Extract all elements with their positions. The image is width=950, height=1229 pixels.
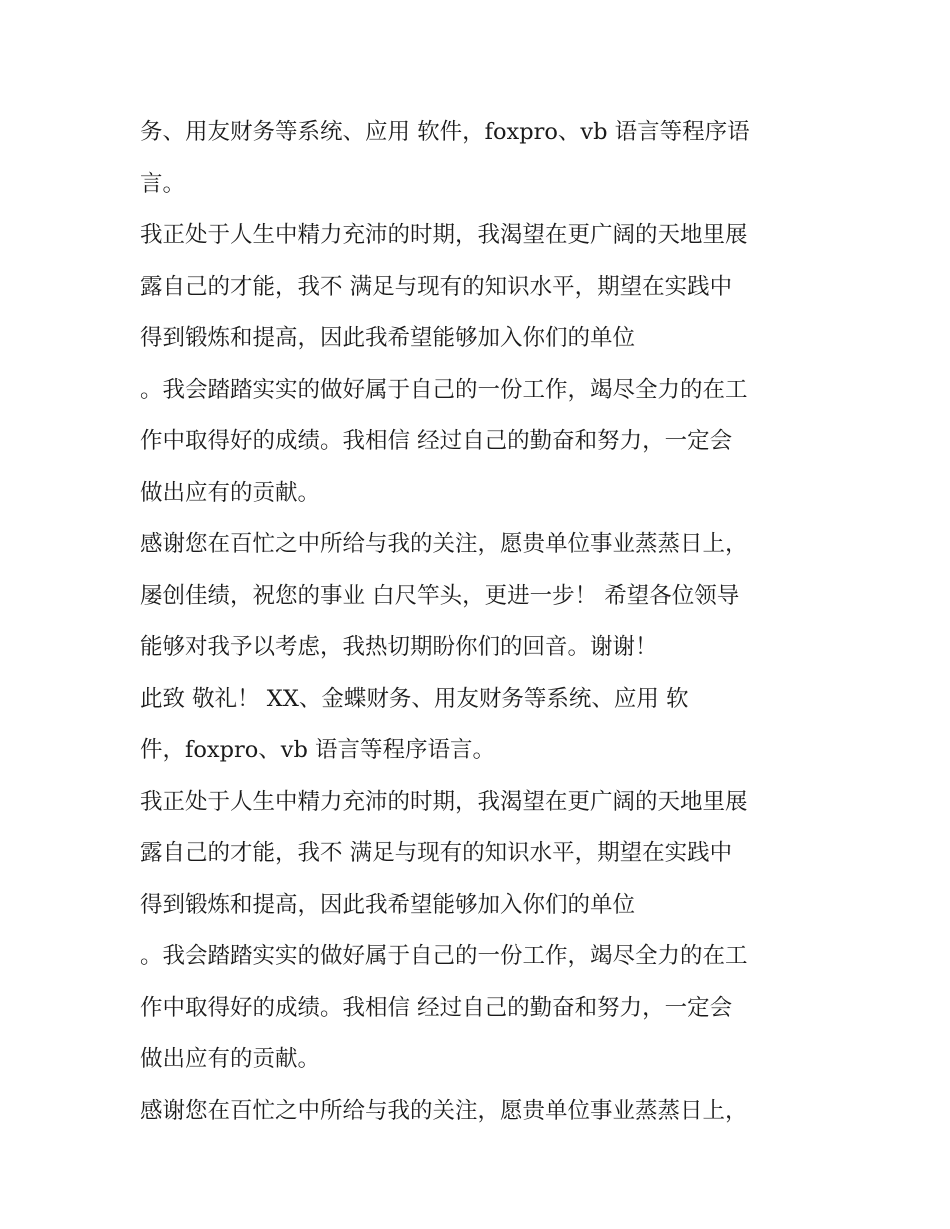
- text-line: 。我会踏踏实实的做好属于自己的一份工作，竭尽全力的在工: [140, 376, 748, 403]
- text-line: 作中取得好的成绩。我相信 经过自己的勤奋和努力，一定会: [140, 994, 733, 1021]
- text-line: 露自己的才能，我不 满足与现有的知识水平，期望在实践中: [140, 840, 733, 866]
- text-line: 我正处于人生中精力充沛的时期，我渴望在更广阔的天地里展: [140, 222, 748, 248]
- text-line: 能够对我予以考虑，我热切期盼你们的回音。谢谢！: [140, 634, 658, 660]
- text-line: 此致 敬礼！ XX、金蝶财务、用友财务等系统、应用 软: [140, 685, 689, 712]
- text-line: 得到锻炼和提高，因此我希望能够加入你们的单位: [140, 325, 636, 351]
- text-line: 。我会踏踏实实的做好属于自己的一份工作，竭尽全力的在工: [140, 943, 748, 969]
- text-line: 件，foxpro、vb 语言等程序语言。: [140, 737, 496, 763]
- document-body: [140, 107, 830, 1137]
- text-line: 言。: [140, 170, 186, 197]
- text-line: 作中取得好的成绩。我相信 经过自己的勤奋和努力，一定会: [140, 428, 733, 454]
- text-line: 得到锻炼和提高，因此我希望能够加入你们的单位: [140, 891, 636, 918]
- text-line: 做出应有的贡献。: [140, 479, 321, 506]
- text-line: 屡创佳绩，祝您的事业 白尺竿头，更进一步！ 希望各位领导: [140, 582, 740, 609]
- text-line: 做出应有的贡献。: [140, 1046, 321, 1072]
- text-line: 感谢您在百忙之中所给与我的关注，愿贵单位事业蒸蒸日上，: [140, 1097, 748, 1124]
- text-line: 露自己的才能，我不 满足与现有的知识水平，期望在实践中: [140, 273, 733, 300]
- text-line: 务、用友财务等系统、应用 软件，foxpro、vb 语言等程序语: [140, 119, 750, 145]
- text-line: 感谢您在百忙之中所给与我的关注，愿贵单位事业蒸蒸日上，: [140, 531, 748, 557]
- text-line: 我正处于人生中精力充沛的时期，我渴望在更广阔的天地里展: [140, 788, 748, 815]
